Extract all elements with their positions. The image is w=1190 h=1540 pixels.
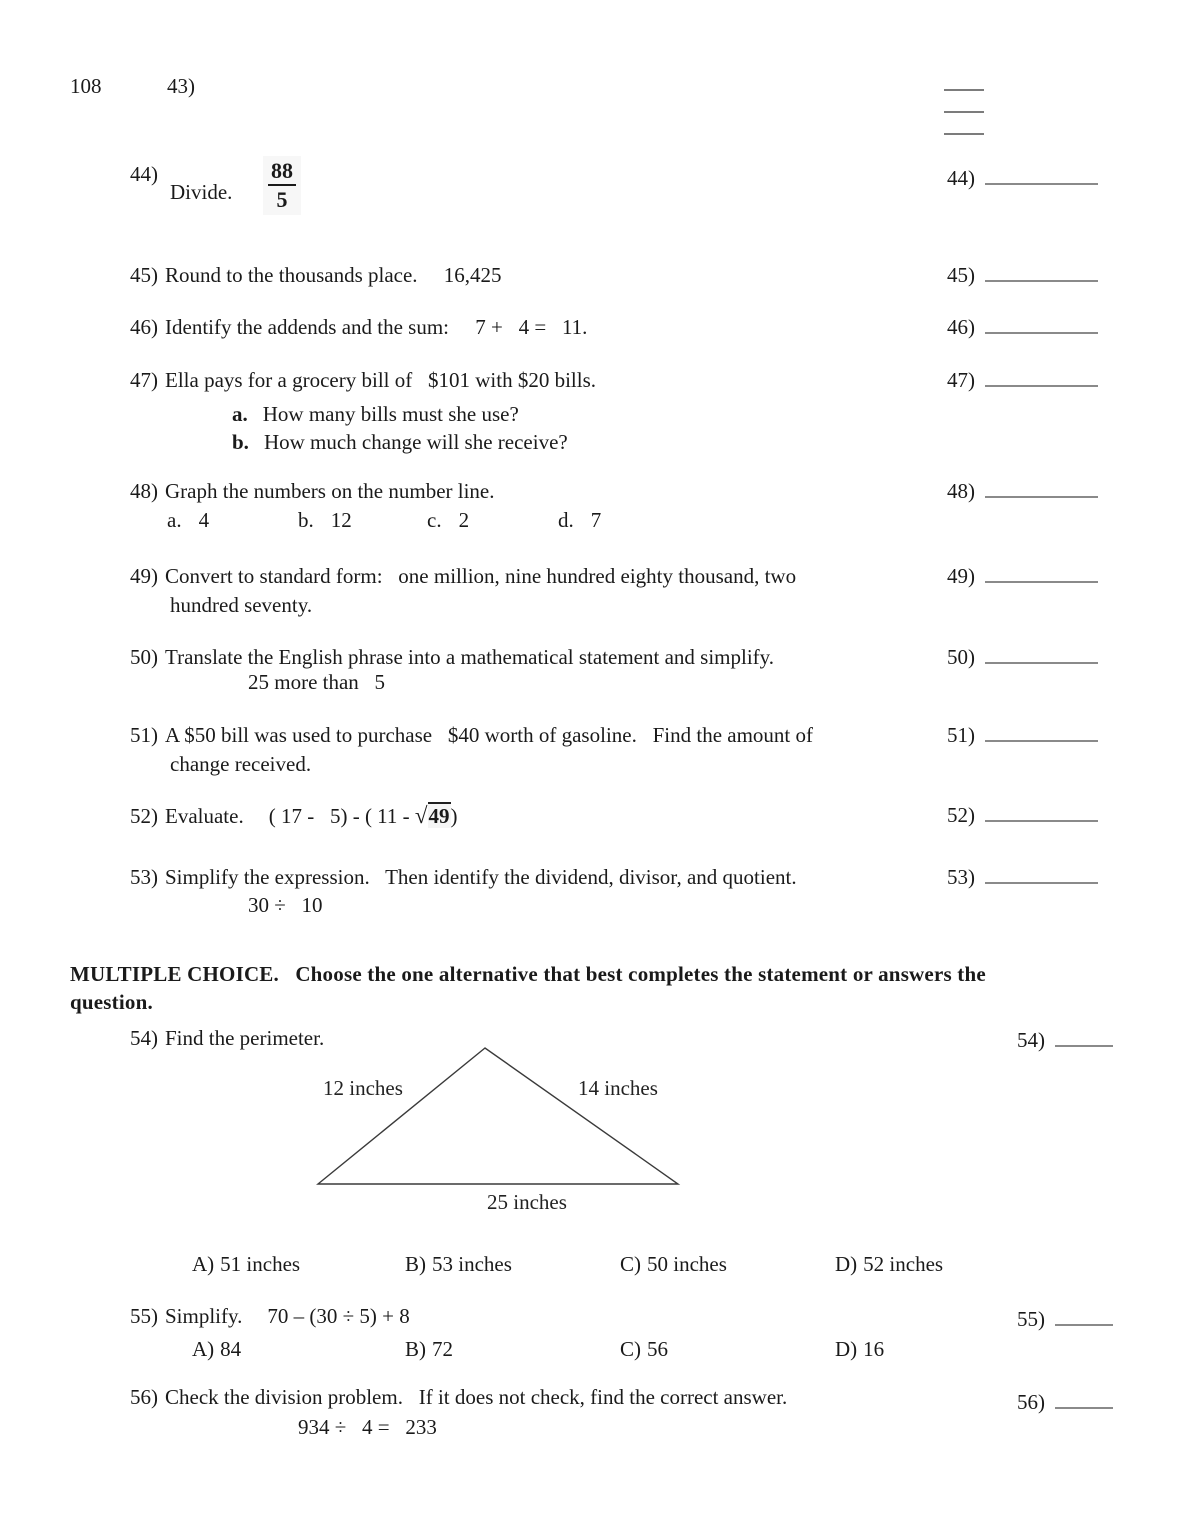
item-value: 2 — [458, 508, 470, 532]
multiple-choice-header-line2: question. — [70, 990, 153, 1014]
choice-54-a — [192, 1252, 300, 1277]
choice-label: C) — [620, 1252, 641, 1276]
multiple-choice-header-line1: MULTIPLE CHOICE. Choose the one alternative that best completes the statement or answers the — [70, 962, 986, 986]
answer-slot-56 — [1017, 1390, 1113, 1415]
question-49-line2: hundred seventy. — [170, 593, 313, 617]
question-text-line1: Translate the English phrase into a mathematical statement and simplify. — [165, 645, 775, 669]
question-text: Graph the numbers on the number line. — [165, 479, 495, 503]
choice-text: 84 — [220, 1337, 242, 1361]
answer-number: 46) — [947, 315, 975, 339]
choice-text: 53 inches — [432, 1252, 512, 1276]
question-48-item-b — [298, 508, 352, 533]
answer-blank-line — [985, 168, 1098, 185]
answer-blank-line — [985, 370, 1098, 387]
answer-blank-line — [985, 725, 1098, 742]
answer-slot-48 — [947, 479, 1098, 504]
question-number: 55) — [130, 1304, 158, 1328]
answer-number: 55) — [1017, 1307, 1045, 1331]
question-52 — [130, 803, 458, 829]
question-47-part-a — [232, 402, 519, 427]
item-value: 4 — [198, 508, 210, 532]
carryover-blank-line — [944, 111, 984, 113]
question-55 — [130, 1304, 410, 1329]
fraction-numerator: 88 — [268, 158, 296, 186]
answer-slot-47 — [947, 368, 1098, 393]
question-47-part-b — [232, 430, 568, 455]
question-number: 46) — [130, 315, 158, 339]
triangle-right-side-label: 14 inches — [578, 1076, 658, 1100]
question-48-item-c — [427, 508, 469, 533]
question-51 — [130, 723, 813, 748]
question-text: Identify the addends and the sum: 7 + 4 = 11. — [165, 315, 588, 339]
answer-blank-line — [985, 867, 1098, 884]
question-number: 53) — [130, 865, 158, 889]
choice-54-d — [835, 1252, 943, 1277]
radicand: 49 — [428, 804, 450, 828]
question-44-number: 44) — [130, 162, 158, 186]
answer-number: 49) — [947, 564, 975, 588]
question-number: 51) — [130, 723, 158, 747]
item-value: 12 — [330, 508, 352, 532]
answer-slot-46 — [947, 315, 1098, 340]
question-text: Ella pays for a grocery bill of $101 with $20 bills. — [165, 368, 597, 392]
choice-label: B) — [405, 1252, 426, 1276]
item-value: 7 — [590, 508, 602, 532]
item-label: c. — [427, 508, 442, 532]
choice-text: 51 inches — [220, 1252, 301, 1276]
choice-label: D) — [835, 1252, 858, 1276]
choice-label: A) — [192, 1337, 215, 1361]
answer-number: 45) — [947, 263, 975, 287]
question-50 — [130, 645, 774, 670]
answer-number: 53) — [947, 865, 975, 889]
question-48-item-d — [558, 508, 601, 533]
part-label: a. — [232, 402, 248, 426]
part-text: How many bills must she use? — [262, 402, 519, 426]
question-48 — [130, 479, 495, 504]
choice-text: 52 inches — [863, 1252, 944, 1276]
answer-slot-50 — [947, 645, 1098, 670]
triangle-base-label: 25 inches — [487, 1190, 567, 1214]
answer-slot-44 — [947, 166, 1098, 191]
answer-number: 48) — [947, 479, 975, 503]
choice-label: D) — [835, 1337, 858, 1361]
answer-blank-line — [985, 317, 1098, 334]
square-root-symbol: √ — [414, 803, 428, 828]
answer-number: 51) — [947, 723, 975, 747]
choice-label: B) — [405, 1337, 426, 1361]
question-number: 45) — [130, 263, 158, 287]
question-text: Round to the thousands place. 16,425 — [165, 263, 502, 287]
answer-number: 50) — [947, 645, 975, 669]
question-text: Find the perimeter. — [165, 1026, 325, 1050]
answer-blank-line — [1055, 1309, 1113, 1326]
answer-slot-54 — [1017, 1028, 1113, 1053]
question-prompt: Simplify. — [165, 1304, 243, 1328]
answer-slot-51 — [947, 723, 1098, 748]
question-expression — [269, 803, 458, 829]
answer-number: 54) — [1017, 1028, 1045, 1052]
expression-left: ( 17 - 5) - ( 11 - — [268, 804, 415, 828]
item-label: a. — [167, 508, 182, 532]
question-number: 47) — [130, 368, 158, 392]
question-text-line1: Simplify the expression. Then identify the dividend, divisor, and quotient. — [165, 865, 797, 889]
question-number: 52) — [130, 804, 158, 828]
expression-right: ) — [450, 804, 458, 828]
choice-label: A) — [192, 1252, 215, 1276]
answer-slot-52 — [947, 803, 1098, 828]
question-44-prompt: Divide. — [170, 180, 233, 204]
carryover-blank-line — [944, 89, 984, 91]
answer-blank-line — [985, 265, 1098, 282]
choice-54-b — [405, 1252, 512, 1277]
question-text-line1: Convert to standard form: one million, nine hundred eighty thousand, two — [165, 564, 797, 588]
answer-blank-line — [1055, 1392, 1113, 1409]
triangle-left-side-label: 12 inches — [323, 1076, 403, 1100]
answer-slot-45 — [947, 263, 1098, 288]
question-53-line2: 30 ÷ 10 — [248, 893, 323, 917]
choice-55-d — [835, 1337, 884, 1362]
item-label: b. — [298, 508, 314, 532]
choice-label: C) — [620, 1337, 641, 1361]
choice-55-a — [192, 1337, 241, 1362]
carryover-blank-line — [944, 133, 984, 135]
choice-text: 16 — [863, 1337, 885, 1361]
choice-55-b — [405, 1337, 453, 1362]
question-54 — [130, 1026, 324, 1051]
question-expression: 70 – (30 ÷ 5) + 8 — [267, 1304, 410, 1328]
question-text-line1: Check the division problem. If it does not check, find the correct answer. — [165, 1385, 788, 1409]
question-number: 48) — [130, 479, 158, 503]
answer-slot-53 — [947, 865, 1098, 890]
question-53 — [130, 865, 797, 890]
answer-blank-line — [985, 481, 1098, 498]
part-label: b. — [232, 430, 249, 454]
answer-number: 52) — [947, 803, 975, 827]
question-51-line2: change received. — [170, 752, 312, 776]
choice-55-c — [620, 1337, 668, 1362]
question-49 — [130, 564, 796, 589]
question-number: 49) — [130, 564, 158, 588]
choice-text: 50 inches — [647, 1252, 727, 1276]
choice-text: 56 — [647, 1337, 668, 1361]
answer-slot-55 — [1017, 1307, 1113, 1332]
answer-blank-line — [985, 805, 1098, 822]
part-text: How much change will she receive? — [263, 430, 568, 454]
question-number: 56) — [130, 1385, 158, 1409]
answer-blank-line — [985, 566, 1098, 583]
answer-blank-line — [985, 647, 1098, 664]
item-label: d. — [558, 508, 574, 532]
choice-54-c — [620, 1252, 727, 1277]
fraction-denominator: 5 — [276, 187, 288, 213]
answer-number: 56) — [1017, 1390, 1045, 1414]
question-48-item-a — [167, 508, 209, 533]
question-56 — [130, 1385, 787, 1410]
carryover-question-label: 43) — [167, 74, 195, 98]
question-45 — [130, 263, 502, 288]
answer-number: 44) — [947, 166, 975, 190]
question-text-line1: A $50 bill was used to purchase $40 worth of gasoline. Find the amount of — [165, 723, 813, 747]
triangle-diagram — [315, 1042, 683, 1190]
question-44-fraction — [263, 156, 301, 215]
page-number: 108 — [70, 74, 102, 98]
answer-number: 47) — [947, 368, 975, 392]
answer-slot-49 — [947, 564, 1098, 589]
question-56-line2: 934 ÷ 4 = 233 — [298, 1415, 437, 1439]
question-47 — [130, 368, 596, 393]
choice-text: 72 — [432, 1337, 453, 1361]
question-number: 50) — [130, 645, 158, 669]
question-50-line2: 25 more than 5 — [248, 670, 386, 694]
question-number: 54) — [130, 1026, 158, 1050]
question-prompt: Evaluate. — [165, 804, 244, 828]
question-46 — [130, 315, 587, 340]
answer-blank-line — [1055, 1030, 1113, 1047]
